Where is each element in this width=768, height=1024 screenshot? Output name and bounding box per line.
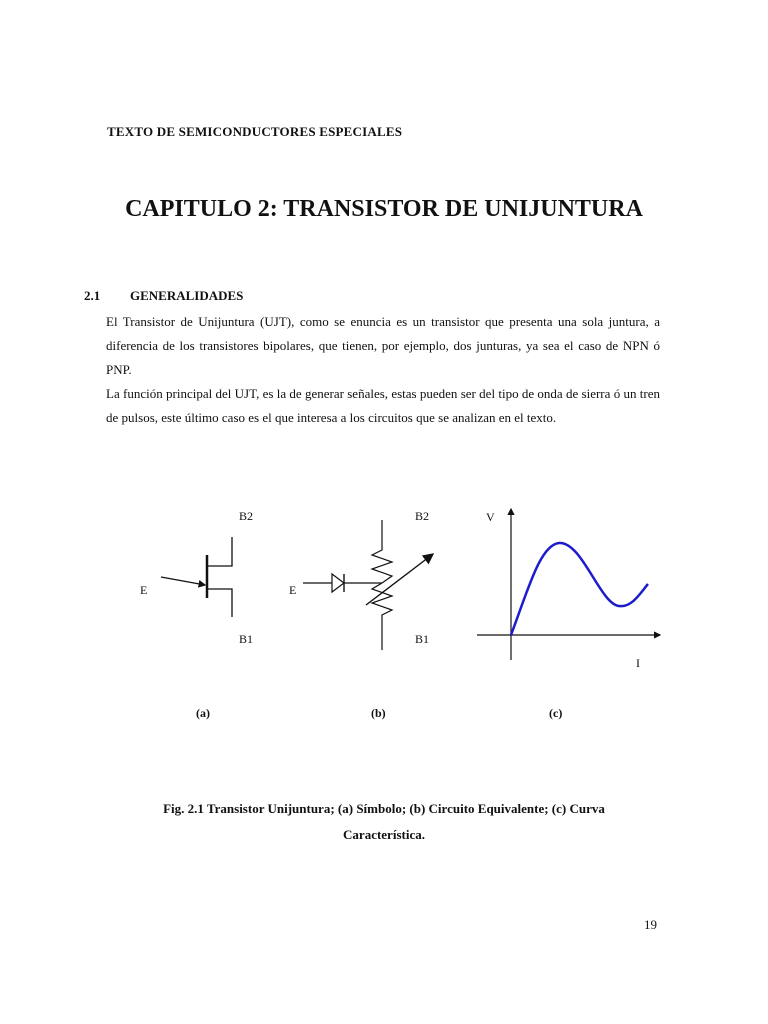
section-number: 2.1	[84, 288, 101, 303]
symbol-label-e: E	[140, 583, 148, 597]
equiv-label-b2: B2	[415, 509, 430, 523]
diode-icon	[332, 574, 344, 592]
symbol-label-b1: B1	[239, 632, 254, 646]
characteristic-curve	[477, 509, 660, 720]
symbol-emitter-arrow	[161, 577, 205, 585]
equiv-label-b1: B1	[415, 632, 430, 646]
tag-c: (c)	[549, 706, 563, 720]
chapter-title: CAPITULO 2: TRANSISTOR DE UNIJUNTURA	[125, 196, 643, 222]
figure-caption-line-1: Fig. 2.1 Transistor Unijuntura; (a) Símbolo; (b) Circuito Equivalente; (c) Curva	[163, 801, 605, 816]
paragraph-2-text: La función principal del UJT, es la de generar señales, estas pueden ser del tipo de onda de sierra ó un tren de pulsos, este último caso es el que interesa a los circuitos que se analizan en el texto.	[106, 386, 660, 425]
equivalent-circuit	[289, 509, 433, 720]
figure-caption-line-2: Característica.	[343, 827, 425, 842]
section-title: GENERALIDADES	[130, 288, 244, 303]
tag-b: (b)	[371, 706, 386, 720]
vi-curve	[511, 543, 648, 635]
resistor-rb2	[372, 520, 392, 583]
symbol-b2-lead	[207, 537, 232, 566]
symbol-b1-lead	[207, 589, 232, 617]
equiv-label-e: E	[289, 583, 297, 597]
paragraph-1-text: El Transistor de Unijuntura (UJT), como se enuncia es un transistor que presenta una sola juntura, a diferencia de los transistores bipolares, que tienen, por ejemplo, dos junturas, ya sea el caso de NPN ó PNP.	[106, 314, 660, 377]
variable-arrow	[366, 554, 433, 605]
tag-a: (a)	[196, 706, 210, 720]
symbol-label-b2: B2	[239, 509, 254, 523]
ujt-symbol	[140, 509, 253, 720]
curve-label-i: I	[636, 656, 640, 670]
running-head: TEXTO DE SEMICONDUCTORES ESPECIALES	[107, 124, 403, 139]
page-number: 19	[644, 917, 657, 932]
curve-label-v: V	[486, 510, 495, 524]
